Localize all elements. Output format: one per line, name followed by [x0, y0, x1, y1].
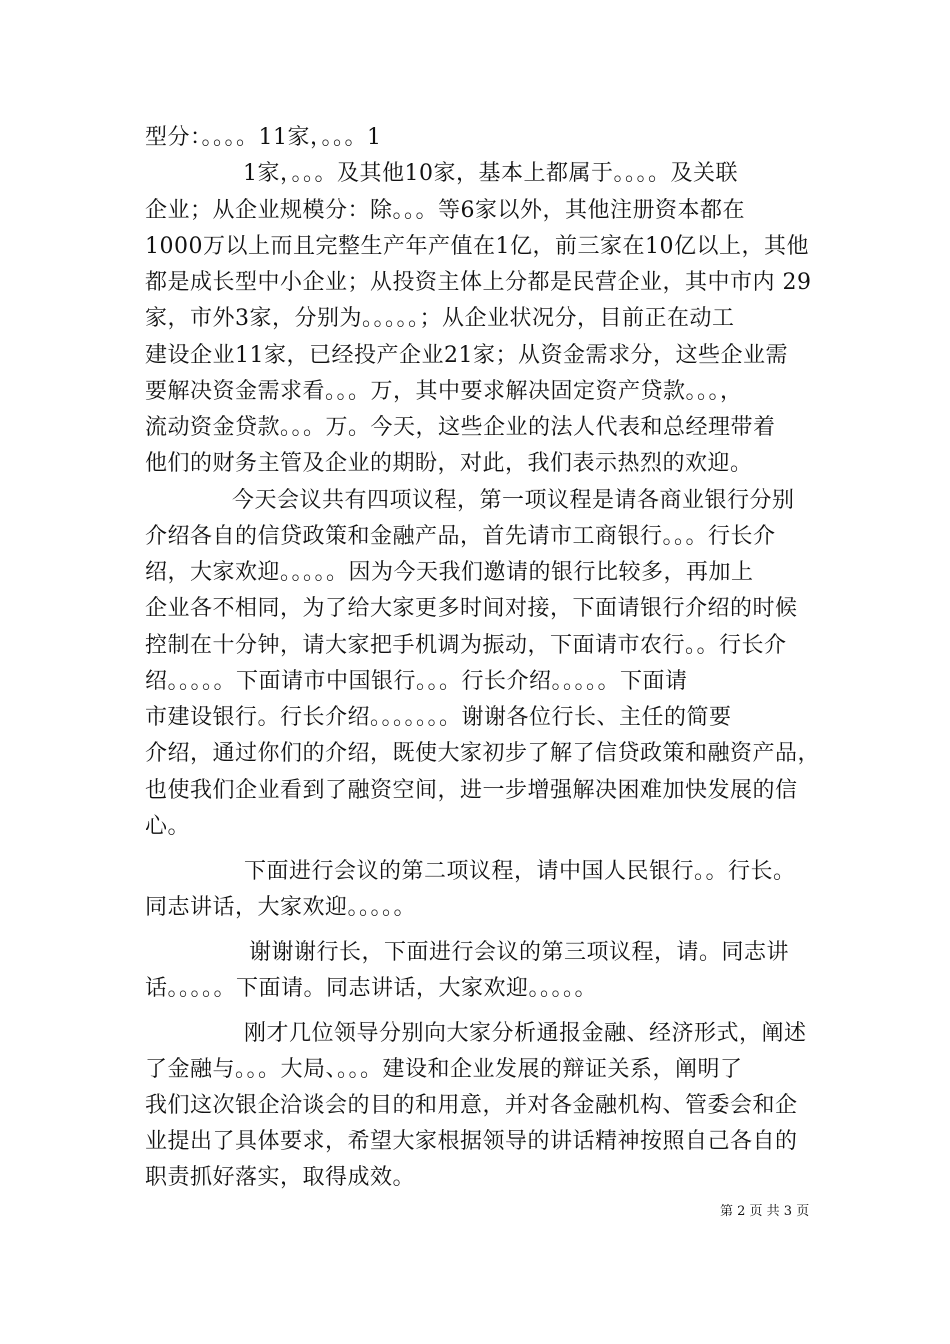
text-line: 1家，。。。及其他10家，基本上都属于。。。。及关联 — [243, 161, 738, 186]
text-line: 市建设银行。行长介绍。。。。。。。谢谢各位行长、主任的简要 — [145, 705, 732, 730]
text-line: 业提出了具体要求，希望大家根据领导的讲话精神按照自己各自的 — [145, 1129, 798, 1154]
text-line: 他们的财务主管及企业的期盼，对此，我们表示热烈的欢迎。 — [145, 451, 753, 476]
text-line: 介绍各自的信贷政策和金融产品，首先请市工商银行。。。行长介 — [145, 524, 776, 549]
text-line: 谢谢谢行长，下面进行会议的第三项议程，请。同志讲 — [249, 940, 790, 965]
text-line: 流动资金贷款。。。万。今天，这些企业的法人代表和总经理带着 — [145, 415, 776, 440]
text-line: 话。。。。。下面请。同志讲话，大家欢迎。。。。。 — [145, 976, 598, 1001]
text-line: 也使我们企业看到了融资空间，进一步增强解决困难加快发展的信 — [145, 778, 798, 803]
text-line: 家，市外3家，分别为。。。。。；从企业状况分，目前正在动工 — [145, 306, 735, 331]
text-line: 型分：。。。。11家，。。。1 — [145, 125, 382, 150]
text-line: 介绍，通过你们的介绍，既使大家初步了解了信贷政策和融资产品， — [145, 741, 821, 766]
text-line: 心。 — [145, 814, 191, 839]
text-line: 要解决资金需求看。。。万，其中要求解决固定资产贷款。。。， — [145, 379, 743, 404]
text-line: 都是成长型中小企业；从投资主体上分都是民营企业，其中市内 29 — [145, 270, 812, 295]
text-line: 企业；从企业规模分：除。。。等6家以外，其他注册资本都在 — [145, 198, 745, 223]
page-number-footer: 第 2 页 共 3 页 — [720, 1204, 810, 1219]
text-line: 同志讲话，大家欢迎。。。。。 — [145, 895, 417, 920]
text-line: 1000万以上而且完整生产年产值在1亿，前三家在10亿以上，其他 — [145, 234, 809, 259]
text-line: 了金融与。。。大局、。。。建设和企业发展的辩证关系，阐明了 — [145, 1057, 743, 1082]
text-line: 控制在十分钟，请大家把手机调为振动，下面请市农行。。行长介 — [145, 633, 787, 658]
text-line: 绍。。。。。下面请市中国银行。。。行长介绍。。。。。下面请 — [145, 669, 688, 694]
text-line: 建设企业11家，已经投产企业21家；从资金需求分，这些企业需 — [145, 343, 788, 368]
text-line: 今天会议共有四项议程，第一项议程是请各商业银行分别 — [232, 488, 795, 513]
text-line: 绍，大家欢迎。。。。。因为今天我们邀请的银行比较多，再加上 — [145, 560, 754, 585]
text-line: 企业各不相同，为了给大家更多时间对接，下面请银行介绍的时候 — [145, 596, 798, 621]
text-line: 职责抓好落实，取得成效。 — [145, 1165, 416, 1190]
text-line: 下面进行会议的第二项议程，请中国人民银行。。行长。 — [244, 859, 796, 884]
text-line: 刚才几位领导分别向大家分析通报金融、经济形式，阐述 — [244, 1021, 807, 1046]
text-line: 我们这次银企洽谈会的目的和用意，并对各金融机构、管委会和企 — [145, 1093, 798, 1118]
